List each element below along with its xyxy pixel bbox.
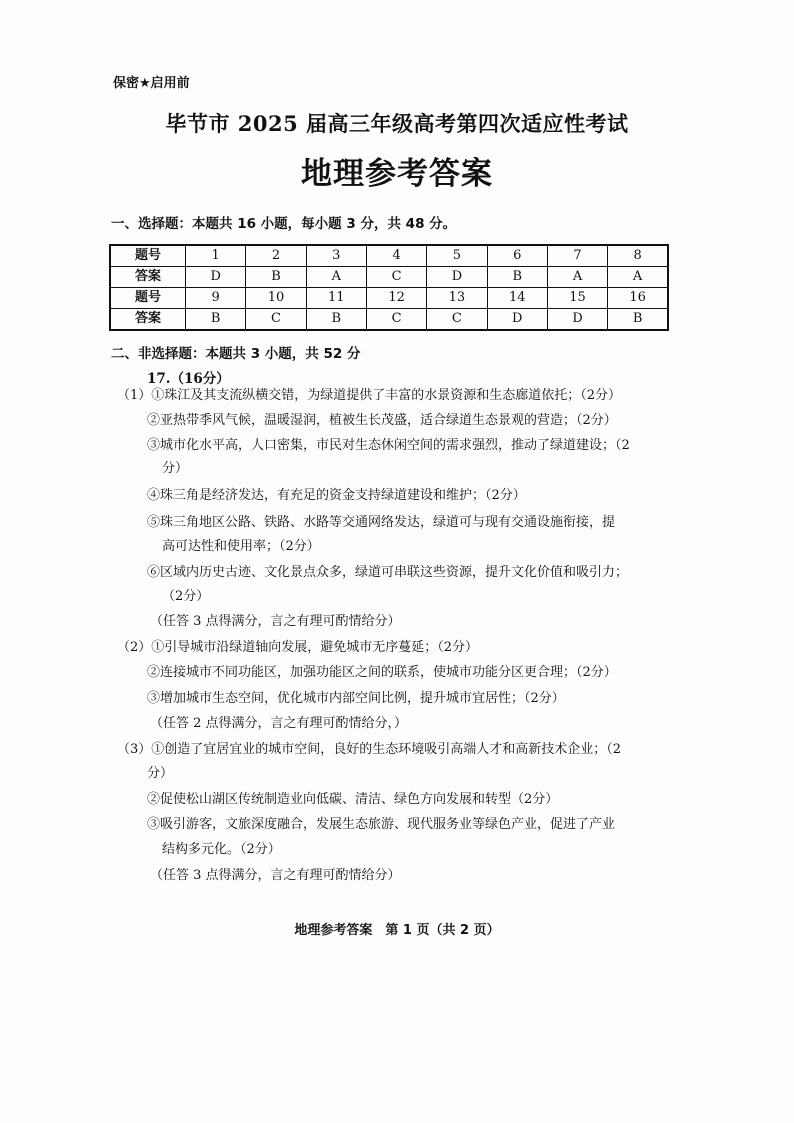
answer-letter-cell: B	[186, 309, 246, 331]
question-number-label: 题号	[110, 288, 186, 309]
answer-line: 结构多元化。（2分）	[162, 842, 281, 857]
answer-line: （3）①创造了宜居宜业的城市空间，良好的生态环境吸引高端人才和高新技术企业；（2	[117, 742, 622, 757]
section2-heading: 二、非选择题：本题共 3 小题，共 52 分	[111, 346, 361, 362]
answer-line: （任答 2 点得满分，言之有理可酌情给分，）	[150, 716, 408, 731]
answer-letter-cell: C	[427, 309, 487, 331]
question-number-cell: 2	[246, 245, 306, 267]
question-number-row	[110, 245, 668, 267]
answer-label: 答案	[110, 267, 186, 288]
page-footer: 地理参考答案 第 1 页（共 2 页）	[294, 923, 500, 938]
answer-letter-cell: D	[487, 309, 547, 331]
answer-line: （2）①引导城市沿绿道轴向发展，避免城市无序蔓延；（2分）	[117, 640, 479, 655]
answer-line: （任答 3 点得满分，言之有理可酌情给分）	[150, 868, 401, 883]
confidential-mark: 保密★启用前	[113, 76, 190, 91]
question-number-cell: 15	[547, 288, 607, 309]
answer-key-title: 地理参考答案	[301, 156, 493, 192]
answer-line: 高可达性和使用率；（2分）	[162, 539, 320, 554]
question-number-cell: 14	[487, 288, 547, 309]
question-number-cell: 3	[306, 245, 366, 267]
answer-line: （2分）	[162, 589, 210, 604]
answer-letter-cell: C	[246, 309, 306, 331]
question-number-cell: 8	[608, 245, 668, 267]
answer-line: ③吸引游客，文旅深度融合，发展生态旅游、现代服务业等绿色产业，促进了产业	[147, 817, 616, 832]
answer-line: （任答 3 点得满分，言之有理可酌情给分）	[150, 614, 401, 629]
question-number-cell: 13	[427, 288, 487, 309]
answer-line: ⑥区域内历史古迹、文化景点众多，绿道可串联这些资源，提升文化价值和吸引力；	[147, 565, 629, 580]
question-number-cell: 11	[306, 288, 366, 309]
answer-letter-cell: B	[306, 309, 366, 331]
answer-line: ③增加城市生态空间，优化城市内部空间比例，提升城市宜居性；（2分）	[147, 691, 565, 706]
question-number-cell: 5	[427, 245, 487, 267]
answer-row	[110, 267, 668, 288]
answer-letter-cell: D	[547, 309, 607, 331]
question-number-cell: 10	[246, 288, 306, 309]
answer-line: （1）①珠江及其支流纵横交错，为绿道提供了丰富的水景资源和生态廊道依托；（2分）	[117, 388, 622, 403]
answer-line: 分）	[147, 766, 174, 781]
answer-letter-cell: D	[427, 267, 487, 288]
answer-line: ②连接城市不同功能区，加强功能区之间的联系，使城市功能分区更合理；（2分）	[147, 665, 617, 680]
question-number-cell: 6	[487, 245, 547, 267]
question17-title: 17.（16分）	[147, 371, 230, 387]
answer-label: 答案	[110, 309, 186, 331]
question-number-cell: 1	[186, 245, 246, 267]
answer-line: 分）	[162, 461, 189, 476]
section1-heading: 一、选择题：本题共 16 小题，每小题 3 分，共 48 分。	[111, 216, 457, 232]
answer-letter-cell: A	[608, 267, 668, 288]
answer-line: ④珠三角是经济发达，有充足的资金支持绿道建设和维护；（2分）	[147, 488, 526, 503]
question-number-row	[110, 288, 668, 309]
question-number-cell: 9	[186, 288, 246, 309]
answer-line: ②促使松山湖区传统制造业向低碳、清洁、绿色方向发展和转型（2分）	[147, 792, 559, 807]
answer-letter-cell: C	[366, 267, 426, 288]
answer-letter-cell: A	[547, 267, 607, 288]
answer-letter-cell: D	[186, 267, 246, 288]
answer-letter-cell: B	[608, 309, 668, 331]
answer-letter-cell: B	[246, 267, 306, 288]
question-number-cell: 7	[547, 245, 607, 267]
question-number-label: 题号	[110, 245, 186, 267]
exam-title: 毕节市 2025 届高三年级高考第四次适应性考试	[165, 111, 629, 136]
answer-line: ⑤珠三角地区公路、铁路、水路等交通网络发达，绿道可与现有交通设施衔接，提	[147, 515, 616, 530]
answer-line: ②亚热带季风气候，温暖湿润，植被生长茂盛，适合绿道生态景观的营造；（2分）	[147, 413, 617, 428]
answer-letter-cell: A	[306, 267, 366, 288]
answer-line: ③城市化水平高，人口密集，市民对生态休闲空间的需求强烈，推动了绿道建设；（2	[147, 438, 630, 453]
answer-letter-cell: B	[487, 267, 547, 288]
question-number-cell: 16	[608, 288, 668, 309]
answer-row	[110, 309, 668, 331]
answer-table	[109, 244, 669, 331]
answer-letter-cell: C	[366, 309, 426, 331]
question-number-cell: 12	[366, 288, 426, 309]
question-number-cell: 4	[366, 245, 426, 267]
